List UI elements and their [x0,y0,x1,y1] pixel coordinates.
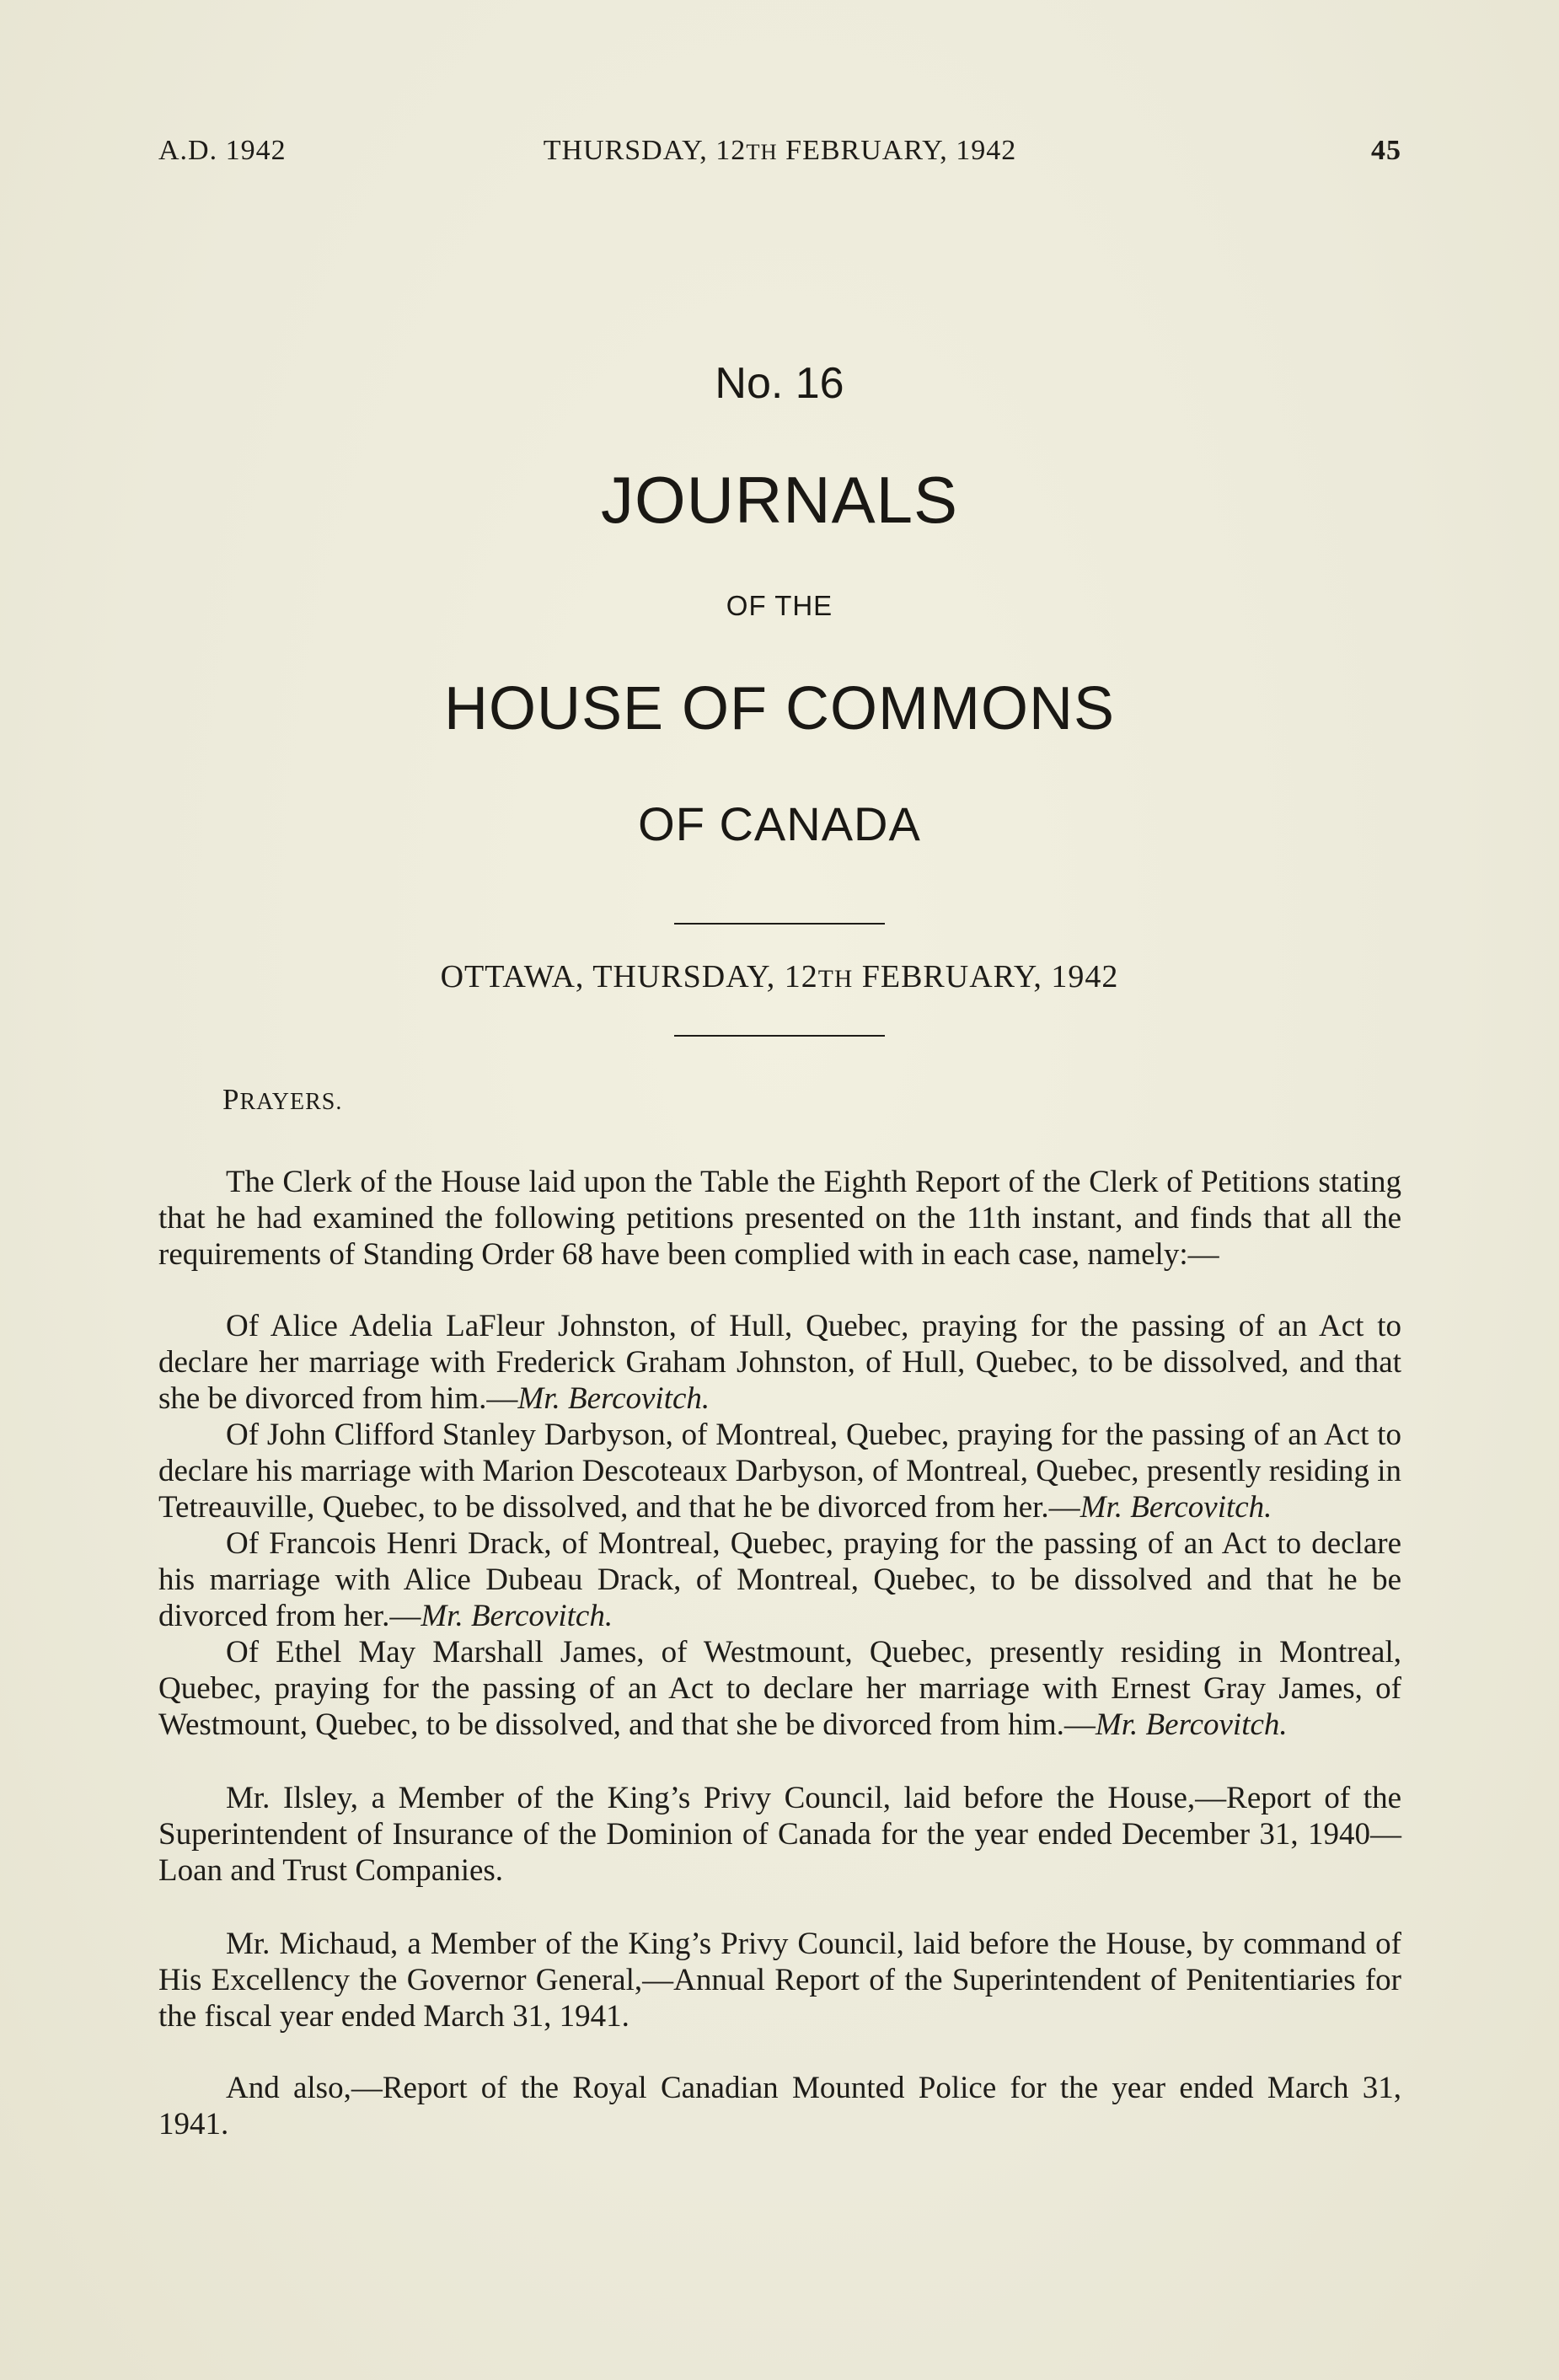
journal-title-canada: OF CANADA [638,797,921,850]
petition-james [158,1634,1401,1743]
petition-mover: Mr. Bercovitch. [1095,1707,1288,1742]
paragraph-clerk-report: The Clerk of the House laid upon the Table the Eighth Report of the Clerk of Petitions stating that he had examined the following petitions presented on the 11th instant, and finds that all the requirements of Standing Order 68 have been complied with in each case, namely:— [158,1165,1401,1272]
prayers-heading [222,1081,1401,1120]
journal-body [158,1081,1401,2142]
paragraph-ilsley: Mr. Ilsley, a Member of the King’s Privy Council, laid before the House,—Report of the Superintendent of Insurance of the Dominion of Canada for the year ended December 31, 1940—Loan and Trust Companies. [158,1781,1401,1888]
prayers-initial: P [222,1083,240,1116]
petition-mover: Mr. Bercovitch. [517,1381,710,1416]
journal-title-of-the: OF THE [726,590,833,621]
petition-mover: Mr. Bercovitch. [421,1599,613,1633]
dateline [0,958,1559,995]
dateline-prefix: OTTAWA, THURSDAY, 12 [440,959,818,994]
petition-text: Of John Clifford Stanley Darbyson, of Montreal, Quebec, praying for the passing of an Act to declare his marriage with Marion Descoteaux Darbyson, of Montreal, Quebec, presently residing in Tetreauville, Quebec, to be dissolved, and that he be divorced from her.— [158,1418,1401,1525]
paragraph-michaud: Mr. Michaud, a Member of the King’s Privy Council, laid before the House, by command of His Excellency the Governor General,—Annual Report of the Superintendent of Penitentiaries for the fiscal year ended March 31, 1941. [158,1927,1401,2034]
header-date-ordinal: TH [746,139,778,164]
header-date-suffix: FEBRUARY, 1942 [777,135,1017,166]
divider-rule-bottom [674,1035,885,1037]
petition-drack [158,1525,1401,1634]
page-number: 45 [1371,135,1401,166]
header-date-prefix: THURSDAY, 12 [543,135,747,166]
running-header [158,135,1401,177]
prayers-rest: RAYERS. [239,1089,343,1115]
dateline-suffix: FEBRUARY, 1942 [853,959,1119,994]
petition-text: Of Francois Henri Drack, of Montreal, Quebec, praying for the passing of an Act to declare his marriage with Alice Dubeau Drack, of Montreal, Quebec, to be dissolved and that he be divorced from her.— [158,1526,1401,1633]
petition-text: Of Alice Adelia LaFleur Johnston, of Hull, Quebec, praying for the passing of an Act to declare her marriage with Frederick Graham Johnston, of Hull, Quebec, to be dissolved, and that she be divorced from him.— [158,1309,1401,1416]
petition-text: Of Ethel May Marshall James, of Westmount, Quebec, presently residing in Montreal, Quebec, praying for the passing of an Act to declare her marriage with Ernest Gray James, of Westmount, Quebec, to be dissolved, and that she be divorced from him.— [158,1635,1401,1742]
journal-title: JOURNALS [600,463,959,537]
petition-mover: Mr. Bercovitch. [1080,1490,1272,1525]
paragraph-rcmp-report: And also,—Report of the Royal Canadian Mounted Police for the year ended March 31, 1941. [158,2071,1401,2141]
journal-number: No. 16 [715,359,844,408]
petition-johnston [158,1308,1401,1417]
journal-title-house: HOUSE OF COMMONS [443,675,1115,742]
petition-darbyson [158,1417,1401,1525]
header-date [158,135,1401,167]
divider-rule-top [674,923,885,925]
header-year: A.D. 1942 [158,135,287,166]
dateline-ordinal: TH [817,966,854,993]
